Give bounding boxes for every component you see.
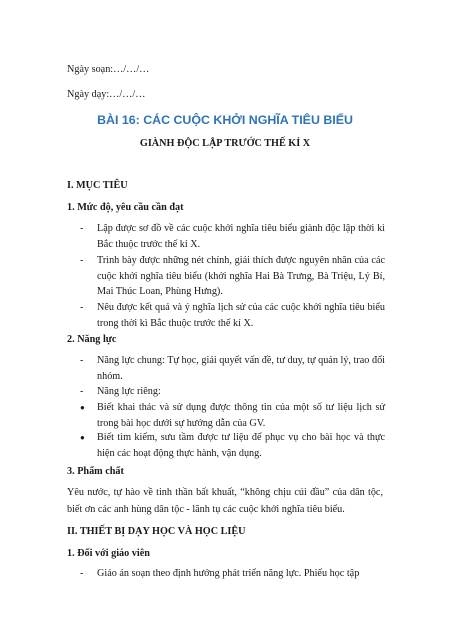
section-objectives-heading: I. MỤC TIÊU — [67, 180, 128, 191]
list-item-text: Giáo án soạn theo định hướng phát triển năng lực. Phiếu học tập — [97, 568, 360, 579]
dash-marker: - — [80, 255, 84, 266]
list-item-text: Lập được sơ đồ về các cuộc khởi nghĩa tiêu biểu giành độc lập thời kì Bắc thuộc trước thế kỉ X. — [97, 223, 385, 250]
list-item-text: Năng lực riêng: — [97, 386, 161, 397]
bullet-item-text: Biết khai thác và sử dụng được thông tin của một số tư liệu lịch sử trong bài học dưới sự hướng dẫn của GV. — [97, 402, 385, 429]
list-item-text: Nêu được kết quả và ý nghĩa lịch sử của các cuộc khởi nghĩa tiêu biểu trong thời kì Bắc thuộc trước thế kỉ X. — [97, 302, 385, 329]
list-item-text: Trình bày được những nét chính, giải thích được nguyên nhân của các cuộc khởi nghĩa tiêu biểu (khởi nghĩa Hai Bà Trưng, Bà Triệu, Lý Bí, Mai Thúc Loan, Phùng Hưng). — [97, 255, 385, 297]
bullet-marker: ● — [80, 433, 85, 442]
list-item — [80, 566, 385, 582]
subsection-competencies-heading: 2. Năng lực — [67, 334, 117, 345]
dash-marker: - — [80, 386, 84, 397]
lesson-subtitle: GIÀNH ĐỘC LẬP TRƯỚC THẾ KỈ X — [139, 138, 311, 149]
bullet-item — [80, 400, 385, 431]
list-item — [80, 300, 385, 331]
subsection-teacher-heading: 1. Đối với giáo viên — [67, 548, 150, 559]
prep-date: Ngày soạn:…/…/… — [67, 64, 150, 75]
teach-date: Ngày dạy:…/…/… — [67, 89, 146, 100]
section-equipment-heading: II. THIẾT BỊ DẠY HỌC VÀ HỌC LIỆU — [67, 526, 246, 537]
list-item-text: Năng lực chung: Tự học, giải quyết vấn đề, tư duy, tự quản lý, trao đổi nhóm. — [97, 355, 385, 382]
dash-marker: - — [80, 223, 84, 234]
list-item — [80, 253, 385, 300]
dash-marker: - — [80, 568, 84, 579]
list-item — [80, 384, 385, 400]
qualities-paragraph: Yêu nước, tự hào về tinh thần bất khuất, “không chịu cúi đầu” của dân tộc, biết ơn các anh hùng dân tộc - lãnh tụ các cuộc khởi nghĩa tiêu biểu. — [67, 487, 383, 515]
list-item — [80, 221, 385, 252]
bullet-item — [80, 430, 385, 461]
dash-marker: - — [80, 355, 84, 366]
subsection-qualities-heading: 3. Phẩm chất — [67, 466, 124, 477]
bullet-item-text: Biết tìm kiếm, sưu tầm được tư liệu để phục vụ cho bài học và thực hiện các hoạt động thực hành, vận dụng. — [97, 432, 385, 459]
list-item — [80, 353, 385, 384]
lesson-title: BÀI 16: CÁC CUỘC KHỞI NGHĨA TIÊU BIỂU — [97, 113, 353, 127]
dash-marker: - — [80, 302, 84, 313]
bullet-marker: ● — [80, 403, 85, 412]
subsection-requirements-heading: 1. Mức độ, yêu cầu cần đạt — [67, 202, 184, 213]
